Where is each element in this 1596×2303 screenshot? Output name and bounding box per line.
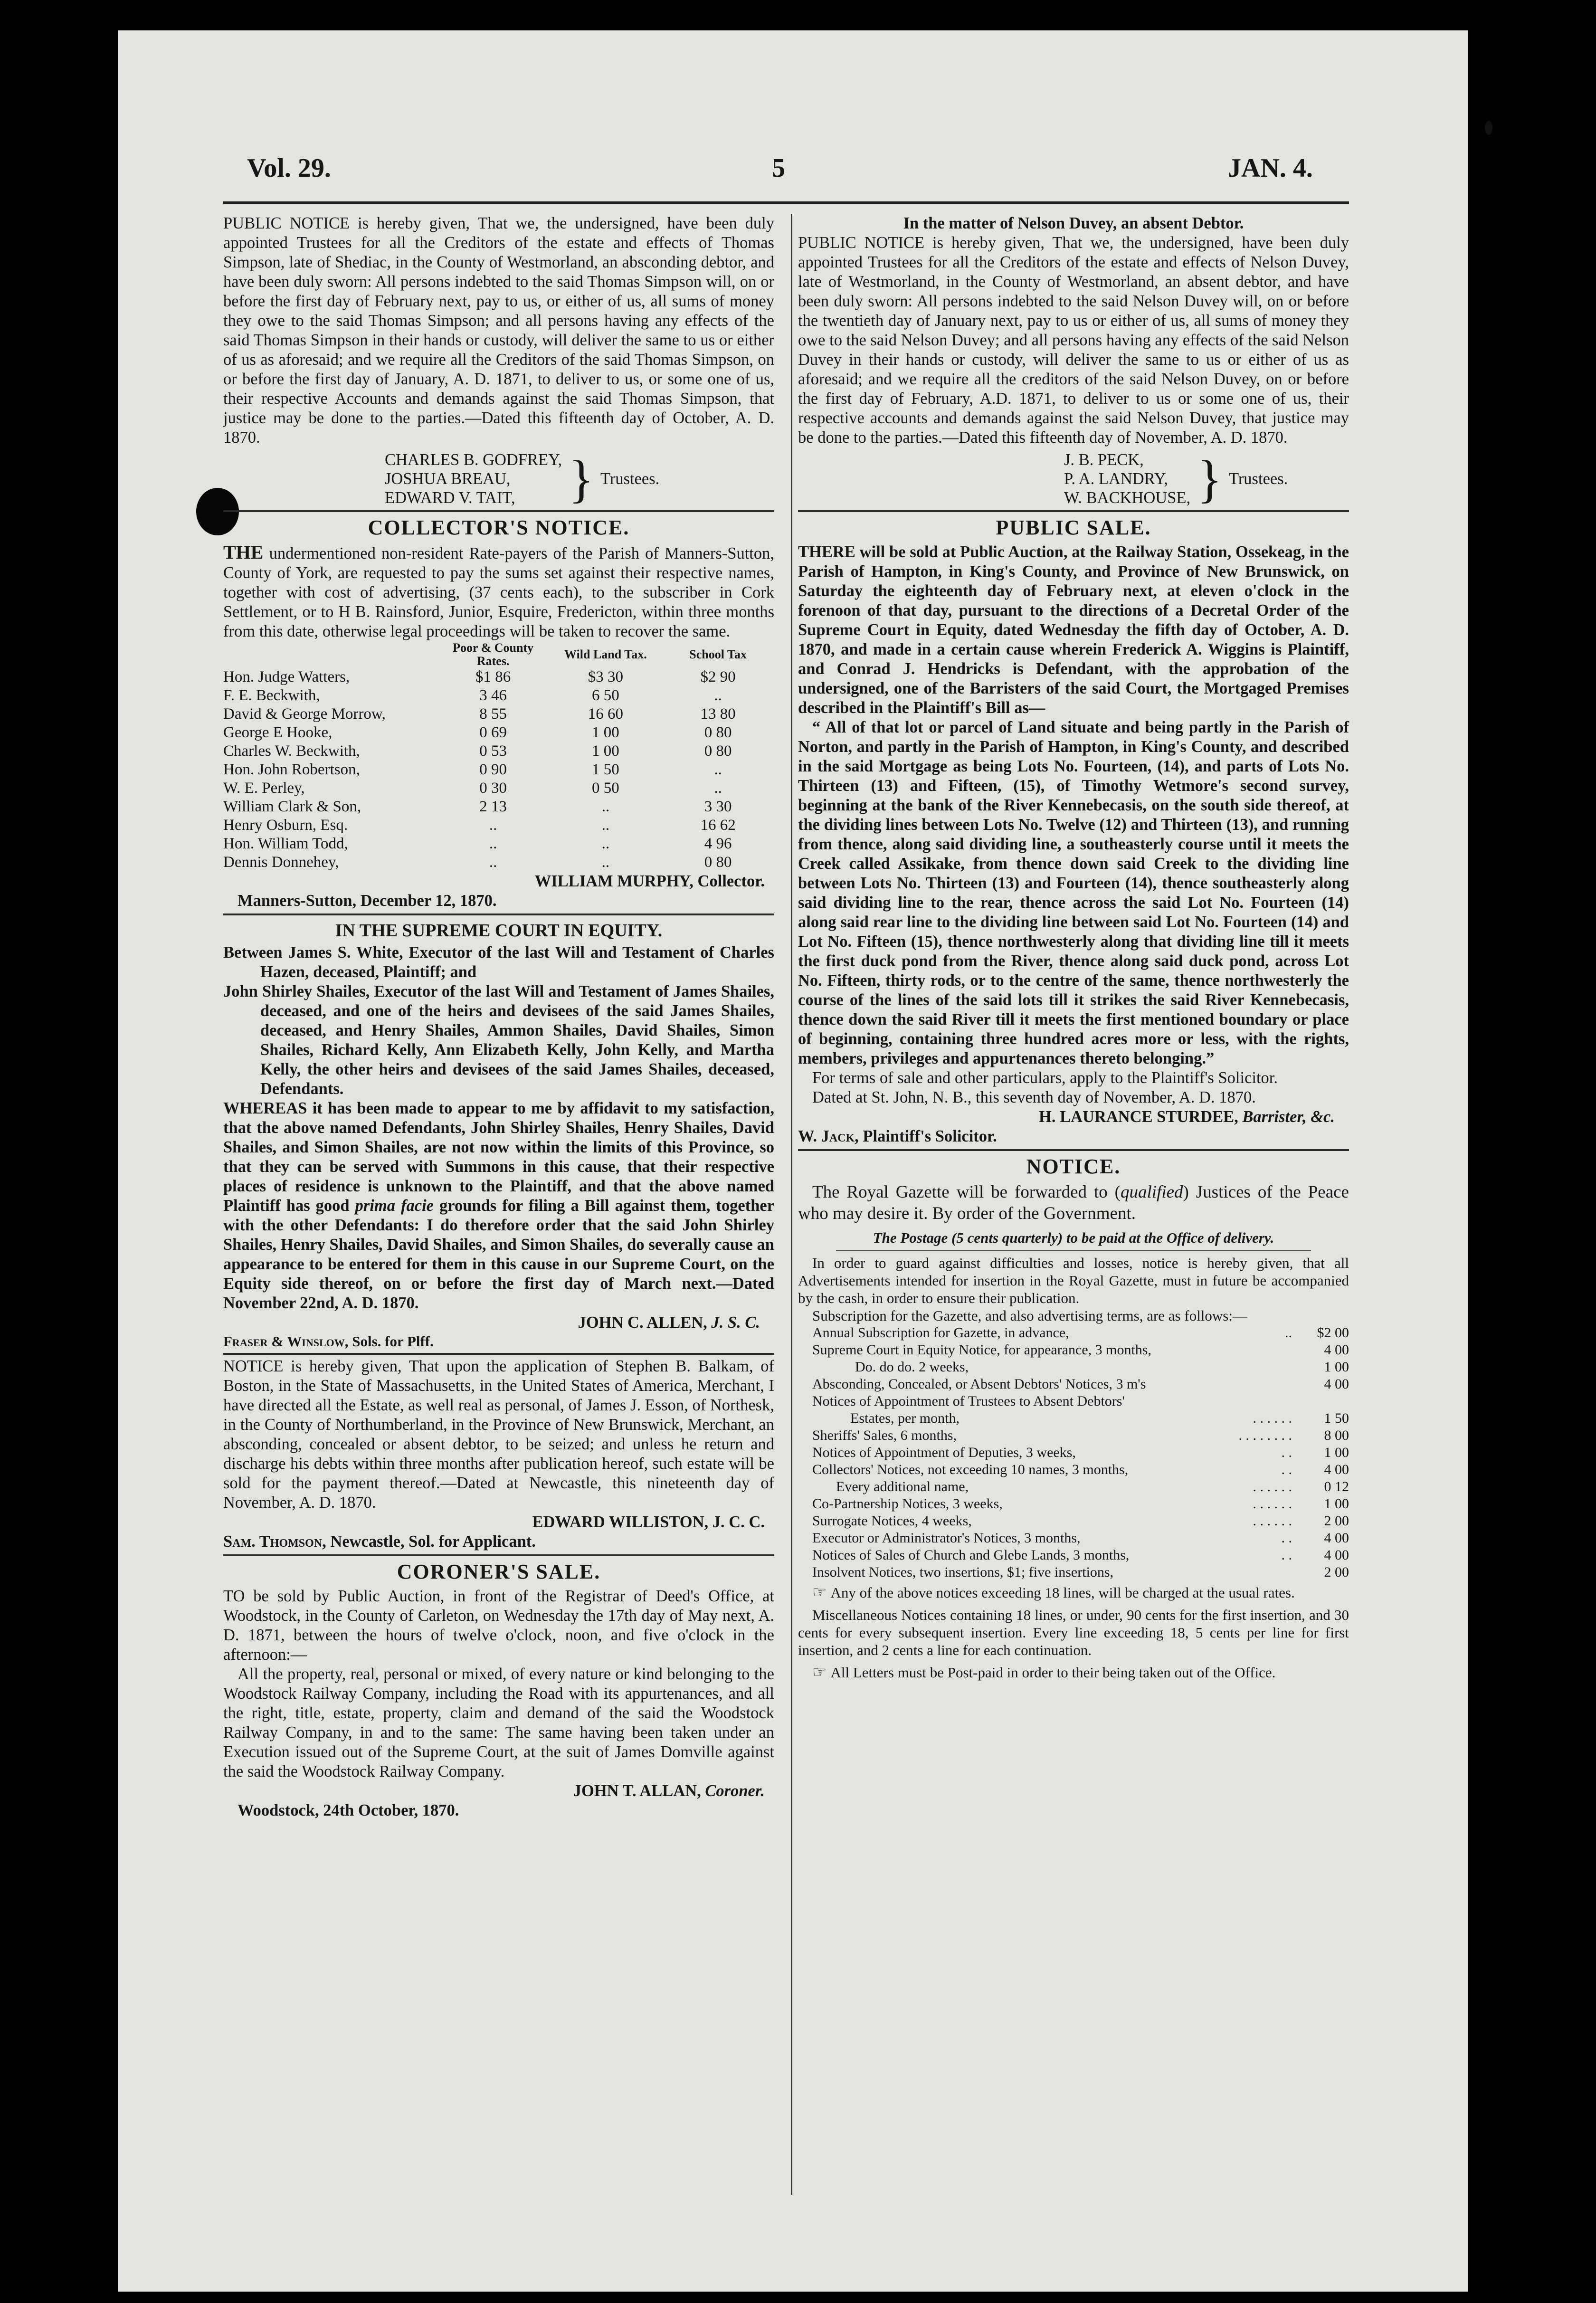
term-leader (1235, 1393, 1292, 1410)
term-price: 8 00 (1324, 1427, 1349, 1443)
public-sale-body: THERE will be sold at Public Auction, at the Railway Station, Ossekeag, in the Parish of Hampton, in King's County, and Province of New Brunswick, on Saturday the eighteenth day of February next, at eleven o'clock in the forenoon of that day, pursuant to the directions of a Decretal Order of the Supreme Court in Equity, dated Wednesday the fifth day of October, A. D. 1870, and made in a certain cause wherein Frederick A. Wiggins is Plaintiff, and Conrad J. Hendricks is Defendant, with the approbation of the undersigned, one of the Barristers of the said Court, the Mortgaged Premises described in the Plaintiff's Bill as— (798, 543, 1349, 717)
term-description: Estates, per month, (850, 1410, 960, 1426)
term-price: 4 00 (1324, 1376, 1349, 1392)
trustees-label: Trustees. (600, 469, 660, 488)
rate-amount: 2 13 (479, 798, 507, 815)
notice-title: NOTICE. (1026, 1155, 1121, 1178)
terms-row (798, 1547, 1349, 1564)
term-description: Notices of Appointment of Deputies, 3 weeks, (812, 1445, 1076, 1460)
rates-row (223, 668, 774, 686)
rate-amount: .. (601, 798, 610, 815)
advertising-terms-table (798, 1324, 1349, 1581)
ratepayer-name: Henry Osburn, Esq. (223, 817, 348, 834)
duvey-notice: PUBLIC NOTICE is hereby given, That we, the undersigned, have been duly appointed Trustees for all the Creditors of the estate and effects of Nelson Duvey, late of Westmorland, in the County of Westmorland, an absent debtor, and have been duly sworn: All persons indebted to the said Nelson Duvey will, on or before the twentieth day of January next, pay to us or either of us, all sums of money they owe to the said Nelson Duvey; and all persons having any effects of the said Nelson Duvey in their hands or custody, will deliver the same to us or either of us as aforesaid; and we require all the creditors of the said Nelson Duvey, on or before the first day of February, A.D. 1871, to deliver to us or some one of us, their respective accounts and demands against the said Nelson Duvey, that justice may be done to the parties.—Dated this fifteenth day of November, A. D. 1870. (798, 234, 1349, 447)
trustee-name: EDWARD V. TAIT, (385, 489, 515, 507)
term-description: Absconding, Concealed, or Absent Debtors' Notices, 3 m's (812, 1376, 1146, 1392)
rate-amount: 0 80 (704, 724, 732, 741)
postage-note: The Postage (5 cents quarterly) to be paid at the Office of delivery. (873, 1229, 1274, 1246)
ratepayer-name: William Clark & Son, (223, 798, 361, 815)
rate-amount: $1 86 (475, 668, 511, 685)
ink-spot (1485, 121, 1492, 135)
term-leader: .. (1285, 1325, 1292, 1341)
term-leader: . . (1281, 1547, 1292, 1563)
rate-amount: 0 90 (479, 761, 507, 778)
ratepayer-name: Hon. John Robertson, (223, 761, 360, 778)
ratepayer-name: W. E. Perley, (223, 780, 305, 797)
letters-note: ☞ All Letters must be Post-paid in order to their being taken out of the Office. (812, 1664, 1276, 1681)
term-price: 0 12 (1324, 1479, 1349, 1494)
term-leader: . . . . . . (1253, 1410, 1292, 1426)
rates-row (223, 835, 774, 853)
term-leader (1235, 1342, 1292, 1359)
public-sale-dated: Dated at St. John, N. B., this seventh day of November, A. D. 1870. (812, 1088, 1256, 1106)
rates-row (223, 761, 774, 779)
rate-amount: .. (489, 854, 497, 871)
terms-row (798, 1324, 1349, 1342)
plaintiff-solicitor: W. Jack, Plaintiff's Solicitor. (798, 1127, 997, 1145)
term-description: Surrogate Notices, 4 weeks, (812, 1513, 972, 1529)
ratepayer-name: George E Hooke, (223, 724, 332, 741)
rate-amount: 0 30 (479, 780, 507, 797)
rate-amount: .. (601, 854, 610, 871)
trustee-name: CHARLES B. GODFREY, (385, 451, 562, 469)
rate-amount: 0 80 (704, 854, 732, 871)
simpson-notice: PUBLIC NOTICE is hereby given, That we, the undersigned, have been duly appointed Trustees for all the Creditors of the estate and effects of Thomas Simpson, late of Shediac, in the County of Westmorland, an absconding debtor, and have been duly sworn: All persons indebted to the said Thomas Simpson will, on or before the first day of February next, pay to us, or either of us, all sums of money they owe to the said Thomas Simpson; and all persons having any effects of the said Thomas Simpson in their hands or custody, will deliver the same to us or either of us as aforesaid; and we require all the Creditors of the said Thomas Simpson, on or before the first day of January, A. D. 1871, to deliver to us, or some one of us, their respective Accounts and demands against the said Thomas Simpson, that justice may be done to the parties.—Dated this fifteenth day of October, A. D. 1870. (223, 214, 774, 447)
term-leader: . . (1281, 1530, 1292, 1546)
cash-notice: In order to guard against difficulties and losses, notice is hereby given, that all Advertisements intended for insertion in the Royal Gazette, must in future be accompanied by the cash, in order to ensure their publication. (798, 1255, 1349, 1306)
section-rule (798, 510, 1349, 512)
rate-amount: 3 30 (704, 798, 732, 815)
coroner-sale-body: TO be sold by Public Auction, in front of the Registrar of Deed's Office, at Woodstock, in the County of Carleton, on Wednesday the 17th day of May next, A. D. 1871, between the hours of twelve o'clock, noon, and five o'clock in the afternoon:— (223, 1587, 774, 1664)
equity-solicitors: Fraser & Winslow, Sols. for Plff. (223, 1333, 434, 1350)
rate-amount: 13 80 (700, 705, 736, 723)
public-sale-description: “ All of that lot or parcel of Land situate and being partly in the Parish of Norton, and partly in the Parish of Hampton, in King's County, and described in the said Mortgage as being Lots No. Fourteen, (14), and parts of Lots No. Thirteen (13) and Fifteen, (15), of Timothy Wetmore's second survey, beginning at the bank of the River Kennebecasis, on the south side thereof, at the dividing lines between Lots No. Twelve (12) and Thirteen (13), and running from thence, along said dividing line, a southeasterly course until it meets the Creek called Assikake, from thence down said Creek to the dividing line between Lots No. Thirteen (13) and Fourteen (14), thence southeasterly along said dividing line to the rear, thence across the said Lot No. Fourteen (14) along said rear line to the dividing line between said Lot No. Fourteen (14) and Lot No. Fifteen (15), thence northwesterly along that dividing line till it meets the first duck pond from the River, thence along said duck pond, across Lot No. Fifteen, thirty rods, or to the centre of the same, thence northwesterly the course of the lines of the said lots till it strikes the said River Kennebecasis, thence down the said River till it meets the first mentioned boundary or place of beginning, containing three hundred acres more or less, with the rights, members, privileges and appurtenances thereto belonging.” (798, 718, 1349, 1067)
rate-amount: .. (714, 761, 722, 778)
rate-amount: 6 50 (592, 687, 619, 704)
duvey-trustees (1064, 450, 1349, 507)
rate-amount: .. (714, 687, 722, 704)
section-rule (836, 1250, 1311, 1251)
collector-notice-body: THE undermentioned non-resident Rate-payers of the Parish of Manners-Sutton, County of York, are requested to pay the sums set against their respective names, together with cost of advertising, (37 cents each), to the subscriber in Cork Settlement, or to H B. Rainsford, Junior, Esquire, Fredericton, within three months from this date, otherwise legal proceedings will be taken to recover the same. (223, 542, 775, 640)
rate-amount: .. (489, 817, 497, 834)
ratepayer-name: Charles W. Beckwith, (223, 742, 360, 760)
balkam-solicitor: Sam. Thomson, Newcastle, Sol. for Applicant. (223, 1532, 536, 1551)
term-price: 1 00 (1324, 1496, 1349, 1512)
column-header: School Tax (689, 647, 747, 661)
term-description: Co-Partnership Notices, 3 weeks, (812, 1496, 1003, 1512)
gazette-notice: The Royal Gazette will be forwarded to (qualified) Justices of the Peace who may desire it. By order of the Government. (798, 1182, 1349, 1223)
coroner-sale-title: CORONER'S SALE. (397, 1560, 601, 1583)
term-price: 2 00 (1324, 1513, 1349, 1529)
terms-row (798, 1478, 1349, 1495)
trustee-name: J. B. PECK, (1064, 451, 1144, 469)
header-rule (223, 201, 1349, 204)
term-price: 4 00 (1324, 1547, 1349, 1563)
trustee-name: W. BACKHOUSE, (1064, 489, 1191, 507)
rate-amount: 0 50 (592, 780, 619, 797)
term-leader: . . . . . . (1253, 1496, 1292, 1512)
terms-row (798, 1342, 1349, 1359)
rate-amount: .. (601, 817, 610, 834)
rate-amount: 0 69 (479, 724, 507, 741)
rate-amount: .. (714, 780, 722, 797)
barrister-signature: H. LAURANCE STURDEE, Barrister, &c. (1038, 1108, 1335, 1126)
rate-amount: 8 55 (479, 705, 507, 723)
terms-row (798, 1376, 1349, 1393)
rates-row (223, 816, 774, 835)
term-leader (1235, 1359, 1292, 1376)
term-description: Supreme Court in Equity Notice, for appearance, 3 months, (812, 1342, 1151, 1358)
term-description: Annual Subscription for Gazette, in advance, (812, 1325, 1069, 1341)
coroner-dateline: Woodstock, 24th October, 1870. (238, 1801, 459, 1819)
ratepayer-name: Dennis Donnehey, (223, 854, 339, 871)
rate-amount: 1 00 (592, 724, 619, 741)
term-price: $2 00 (1317, 1325, 1349, 1341)
duvey-heading: In the matter of Nelson Duvey, an absent Debtor. (903, 214, 1244, 232)
term-description: Every additional name, (836, 1479, 969, 1494)
rate-amount: 1 00 (592, 742, 619, 760)
term-price (1292, 1393, 1349, 1410)
brace: } (569, 450, 594, 508)
collector-dateline: Manners-Sutton, December 12, 1870. (238, 892, 497, 910)
ratepayer-name: Hon. Judge Watters, (223, 668, 350, 685)
terms-row (798, 1530, 1349, 1547)
trustee-name: JOSHUA BREAU, (385, 470, 511, 488)
term-leader (1235, 1564, 1292, 1581)
pointing-hand-icon: ☞ (812, 1584, 827, 1601)
section-rule (223, 1554, 774, 1556)
column-header: Wild Land Tax. (564, 647, 647, 661)
trustees-label: Trustees. (1228, 469, 1288, 488)
rates-row (223, 723, 774, 742)
term-leader: . . . . . . . . (1238, 1427, 1292, 1443)
equity-defendants: John Shirley Shailes, Executor of the last Will and Testament of James Shailes, deceased, and one of the heirs and devisees of the said James Shailes, deceased, and Henry Shailes, Ammon Shailes, David Shailes, Simon Shailes, Richard Kelly, Ann Elizabeth Kelly, John Kelly, and Martha Kelly, the other heirs and devisees of the said James Shailes, deceased, Defendants. (223, 982, 774, 1098)
rate-amount: 1 50 (592, 761, 619, 778)
term-description: Collectors' Notices, not exceeding 10 names, 3 months, (812, 1462, 1129, 1477)
term-leader: . . (1281, 1445, 1292, 1460)
rate-amount: 3 46 (479, 687, 507, 704)
rate-amount: 4 96 (704, 835, 732, 852)
terms-row (798, 1513, 1349, 1530)
collector-signature: WILLIAM MURPHY, Collector. (534, 872, 765, 890)
term-price: 1 00 (1324, 1359, 1349, 1375)
ratepayer-name: David & George Morrow, (223, 705, 386, 723)
coroner-sale-property: All the property, real, personal or mixed, of every nature or kind belonging to the Woodstock Railway Company, including the Road with its appurtenances, and all the right, title, estate, property, claim and demand of the said the Woodstock Railway Company, in and to the same: The same having been taken under an Execution issued out of the Supreme Court, at the suit of James Domville against the said the Woodstock Railway Company. (223, 1665, 774, 1780)
rates-table (223, 641, 774, 872)
terms-row (798, 1410, 1349, 1427)
public-sale-terms: For terms of sale and other particulars, apply to the Plaintiff's Solicitor. (812, 1069, 1278, 1087)
term-description: Do. do do. 2 weeks, (855, 1359, 969, 1375)
brace: } (1197, 450, 1222, 508)
collector-notice-title: COLLECTOR'S NOTICE. (368, 516, 630, 539)
column-divider (791, 214, 792, 2195)
rate-amount: 0 80 (704, 742, 732, 760)
volume-number: Vol. 29. (247, 153, 331, 183)
rates-row (223, 779, 774, 798)
term-description: Notices of Appointment of Trustees to Absent Debtors' (812, 1393, 1125, 1409)
term-price: 4 00 (1324, 1462, 1349, 1477)
term-leader: . . . . . . (1253, 1513, 1292, 1529)
ratepayer-name: F. E. Beckwith, (223, 687, 320, 704)
term-description: Sheriffs' Sales, 6 months, (812, 1427, 957, 1443)
rate-amount: 16 60 (588, 705, 623, 723)
term-description: Insolvent Notices, two insertions, $1; five insertions, (812, 1564, 1114, 1580)
coroner-signature: JOHN T. ALLAN, Coroner. (573, 1782, 765, 1800)
section-rule (223, 510, 774, 512)
term-leader: . . . . . . (1253, 1479, 1292, 1494)
rates-row (223, 686, 774, 705)
trustee-name: P. A. LANDRY, (1064, 470, 1168, 488)
simpson-trustees (385, 450, 774, 507)
column-header: Poor & County Rates. (453, 641, 534, 668)
term-leader (1235, 1376, 1292, 1393)
term-price: 4 00 (1324, 1342, 1349, 1358)
terms-row (798, 1461, 1349, 1478)
exceeding-note: ☞ Any of the above notices exceeding 18 lines, will be charged at the usual rates. (812, 1584, 1295, 1601)
rate-amount: $2 90 (700, 668, 736, 685)
page-number: 5 (772, 153, 785, 183)
right-column (798, 214, 1349, 1681)
terms-row (798, 1359, 1349, 1376)
rate-amount: 0 53 (479, 742, 507, 760)
equity-judge: JOHN C. ALLEN, J. S. C. (578, 1313, 760, 1332)
rate-amount: 16 62 (700, 817, 736, 834)
balkam-notice: NOTICE is hereby given, That upon the application of Stephen B. Balkam, of Boston, in the State of Massachusetts, in the United States of America, Merchant, I have directed all the Estate, as well real as personal, of James J. Esson, of Northesk, in the County of Northumberland, in the Province of New Brunswick, Merchant, an absconding, concealed or absent debtor, to be seized; and unless he return and discharge his debts within three months after publication hereof, such estate will be sold for the payment thereof.—Dated at Newcastle, this nineteenth day of November, A. D. 1870. (223, 1357, 774, 1512)
rates-row (223, 705, 774, 723)
terms-row (798, 1495, 1349, 1513)
equity-title: IN THE SUPREME COURT IN EQUITY. (335, 921, 663, 941)
term-leader: . . (1281, 1462, 1292, 1477)
rate-amount: .. (601, 835, 610, 852)
term-price: 1 00 (1324, 1445, 1349, 1460)
section-rule (223, 1353, 774, 1355)
terms-row (798, 1444, 1349, 1461)
rates-row (223, 853, 774, 872)
term-description: Executor or Administrator's Notices, 3 months, (812, 1530, 1081, 1546)
term-description: Notices of Sales of Church and Glebe Lands, 3 months, (812, 1547, 1130, 1563)
section-rule (223, 914, 774, 915)
rates-row (223, 798, 774, 816)
public-sale-title: PUBLIC SALE. (996, 516, 1151, 539)
equity-between: Between James S. White, Executor of the last Will and Testament of Charles Hazen, deceased, Plaintiff; and (223, 943, 774, 981)
issue-date: JAN. 4. (1228, 153, 1313, 183)
left-column (223, 214, 774, 1820)
balkam-signature: EDWARD WILLISTON, J. C. C. (532, 1513, 765, 1531)
equity-order: WHEREAS it has been made to appear to me by affidavit to my satisfaction, that the above named Defendants, John Shirley Shailes, Henry Shailes, David Shailes, and Simon Shailes, are not now within the limits of this Province, so that they can be served with Summons in this cause, that their respective places of residence is unknown to the Plaintiff, and that the above named Plaintiff has good prima facie grounds for filing a Bill against them, together with the other Defendants: I do therefore order that the said John Shirley Shailes, Henry Shailes, David Shailes, and Simon Shailes, do severally cause an appearance to be entered for them in this cause in our Supreme Court, on the Equity side thereof, on or before the first day of March next.—Dated November 22nd, A. D. 1870. (223, 1099, 775, 1312)
term-price: 4 00 (1324, 1530, 1349, 1546)
term-price: 1 50 (1324, 1410, 1349, 1426)
ratepayer-name: Hon. William Todd, (223, 835, 348, 852)
terms-row (798, 1427, 1349, 1444)
section-rule (798, 1149, 1349, 1151)
rate-amount: .. (489, 835, 497, 852)
rate-amount: $3 30 (588, 668, 623, 685)
miscellaneous-note: Miscellaneous Notices containing 18 lines, or under, 90 cents for the first insertion, and 30 cents for every subsequent insertion. Every line exceeding 18, 5 cents per line for first insertion, and 2 cents a line for each continuation. (798, 1607, 1349, 1658)
pointing-hand-icon: ☞ (812, 1664, 827, 1681)
terms-row (798, 1564, 1349, 1581)
subscription-note: Subscription for the Gazette, and also advertising terms, are as follows:— (812, 1307, 1247, 1324)
rates-row (223, 742, 774, 761)
term-price: 2 00 (1324, 1564, 1349, 1580)
terms-row (798, 1393, 1349, 1410)
